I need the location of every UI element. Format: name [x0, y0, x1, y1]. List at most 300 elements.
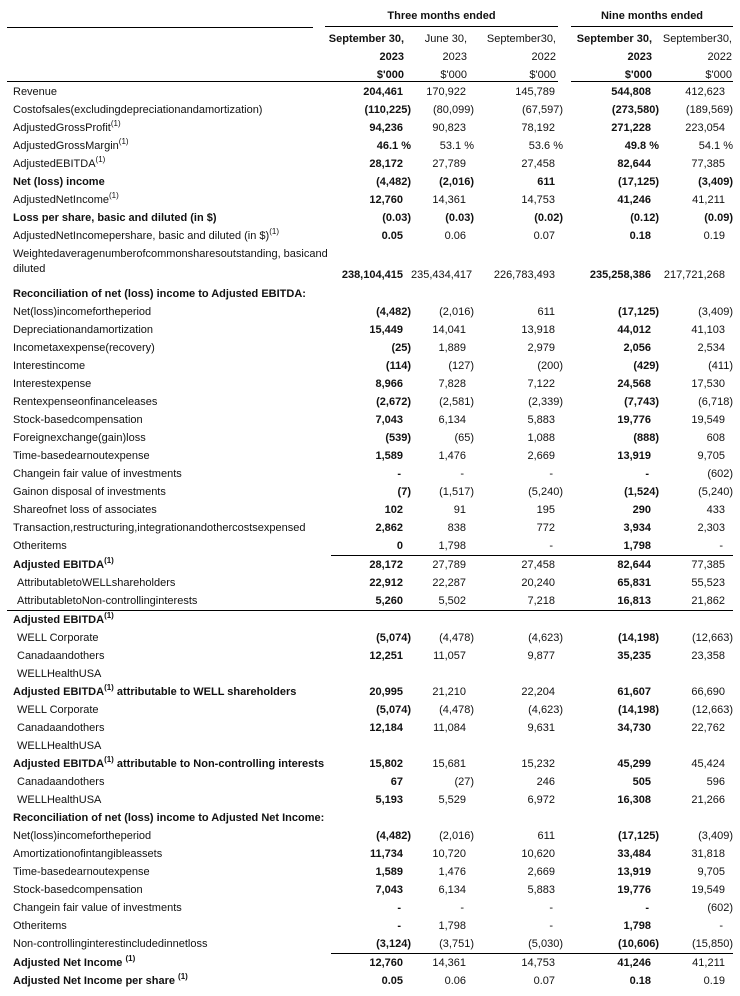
cell-value: 17,530 [691, 378, 725, 390]
cell-value: 0.05 [381, 975, 403, 987]
row-label-text: Otheritems [13, 920, 67, 932]
row-label [7, 863, 331, 881]
row-label [7, 972, 331, 990]
row-label [7, 429, 331, 447]
cell-value: 608 [706, 432, 725, 444]
cell-value [411, 665, 474, 683]
cell-value: 21,862 [659, 592, 733, 611]
cell-value: 611 [537, 830, 555, 842]
table-row [7, 737, 733, 755]
cell-value: 235,434,417 [411, 269, 473, 281]
cell-value: 223,054 [685, 122, 725, 134]
footnote-marker: (1) [95, 155, 106, 164]
cell-value [331, 611, 411, 630]
cell-value: 15,232 [521, 758, 555, 770]
cell-value: (4,623) [528, 632, 563, 644]
row-label-text: Shareofnet loss of associates [13, 504, 157, 516]
cell-value: 1,798 [623, 920, 651, 932]
row-label [7, 245, 331, 285]
column-header-q2-2023 [425, 30, 467, 84]
cell-value: - [460, 468, 464, 480]
column-header-line: $'000 [624, 69, 652, 81]
row-label-text: Foreignexchange(gain)loss [13, 432, 146, 444]
cell-value: - [645, 468, 649, 480]
cell-value: 23,358 [691, 650, 725, 662]
cell-value [659, 611, 733, 630]
table-row [7, 155, 733, 173]
row-label [7, 393, 331, 411]
row-label-text: Time-basedearnoutexpense [13, 866, 150, 878]
cell-value: (4,482) [376, 306, 411, 318]
cell-value: 3,934 [623, 522, 651, 534]
cell-value: 78,192 [521, 122, 555, 134]
cell-value [474, 665, 563, 683]
cell-value [563, 665, 659, 683]
cell-value: 19,776 [617, 884, 651, 896]
cell-value: (65) [454, 432, 474, 444]
row-label [7, 954, 331, 973]
cell-value: 45,424 [691, 758, 725, 770]
footnote-marker: (1) [269, 227, 279, 236]
row-label-text: Interestincome [13, 360, 86, 372]
cell-value: - [397, 468, 401, 480]
cell-value: (0.03) [382, 212, 411, 224]
table-row [7, 83, 733, 101]
cell-value: 12,760 [331, 954, 411, 973]
cell-value [411, 809, 474, 827]
column-header-line: $'000 [705, 69, 732, 81]
cell-value: 19,549 [691, 884, 725, 896]
table-row [7, 447, 733, 465]
row-label-text: WELLHealthUSA [17, 668, 102, 680]
cell-value: (6,718) [698, 396, 733, 408]
column-header-line: $'000 [529, 69, 556, 81]
row-label [7, 501, 331, 519]
cell-value: 1,589 [375, 866, 403, 878]
cell-value: 235,258,386 [589, 269, 651, 281]
cell-value: 5,883 [527, 414, 555, 426]
row-label-text: Canadaandothers [17, 722, 105, 734]
row-label [7, 629, 331, 647]
row-label-text: Interestexpense [13, 378, 92, 390]
cell-value: 55,523 [691, 577, 725, 589]
row-label [7, 321, 331, 339]
row-label [7, 137, 331, 155]
cell-value: 0.07 [533, 230, 555, 242]
table-row [7, 501, 733, 519]
table-row [7, 209, 733, 227]
table-row [7, 321, 733, 339]
table-row [7, 592, 733, 611]
cell-value: 13,919 [617, 450, 651, 462]
cell-value: 195 [536, 504, 555, 516]
cell-value: 9,705 [697, 450, 725, 462]
cell-value: 0.05 [381, 230, 403, 242]
footnote-marker: (1) [104, 611, 114, 620]
cell-value: 7,043 [375, 884, 403, 896]
cell-value [474, 285, 563, 303]
cell-value: 102 [384, 504, 403, 516]
cell-value: 12,184 [369, 722, 403, 734]
cell-value: 27,458 [521, 158, 555, 170]
cell-value: (2,016) [439, 306, 474, 318]
cell-value: 61,607 [617, 686, 651, 698]
cell-value: (4,623) [528, 704, 563, 716]
cell-value: - [645, 902, 649, 914]
cell-value: 6,134 [438, 884, 466, 896]
cell-value: 16,813 [563, 592, 659, 611]
cell-value: 90,823 [432, 122, 466, 134]
cell-value: (2,672) [376, 396, 411, 408]
cell-value: 27,789 [432, 158, 466, 170]
row-label-text: Changein fair value of investments [13, 902, 182, 914]
table-row [7, 465, 733, 483]
row-label-text: Stock-basedcompensation [13, 414, 143, 426]
row-label-text: AttributabletoNon-controllinginterests [17, 595, 198, 607]
cell-value: (3,409) [698, 176, 733, 188]
column-header-line: $'000 [440, 69, 467, 81]
cell-value: (10,606) [618, 938, 659, 950]
cell-value: 611 [537, 176, 555, 188]
cell-value: 10,720 [432, 848, 466, 860]
cell-value: (0.12) [630, 212, 659, 224]
cell-value: 433 [706, 504, 725, 516]
cell-value: 24,568 [617, 378, 651, 390]
cell-value: - [719, 540, 723, 552]
row-label-suffix: attributable to WELL shareholders [113, 686, 297, 698]
row-label [7, 191, 331, 209]
row-label-text: WELL Corporate [17, 632, 99, 644]
row-label-text: AdjustedNetIncomepershare, basic and diluted (in $) [13, 230, 270, 242]
cell-value: 246 [536, 776, 555, 788]
cell-value: 9,631 [527, 722, 555, 734]
row-label-text: AttributabletoWELLshareholders [17, 577, 176, 589]
table-row [7, 303, 733, 321]
cell-value: (14,198) [618, 704, 659, 716]
cell-value: 5,193 [375, 794, 403, 806]
row-label [7, 101, 331, 119]
cell-value: - [397, 920, 401, 932]
cell-value: - [397, 902, 401, 914]
cell-value: 22,762 [691, 722, 725, 734]
row-label [7, 755, 331, 773]
column-header-ytd-2022 [663, 30, 732, 84]
row-label [7, 285, 331, 303]
cell-value: (2,016) [439, 830, 474, 842]
footnote-marker: (1) [109, 191, 119, 200]
column-header-q3-2023 [329, 30, 404, 84]
row-label-text: Revenue [13, 86, 58, 98]
cell-value: 22,204 [521, 686, 555, 698]
row-label-text: Adjusted EBITDA [13, 686, 105, 698]
cell-value: (27) [454, 776, 474, 788]
row-label-text: Non-controllinginterestincludedinnetloss [13, 938, 208, 951]
table-row [7, 357, 733, 375]
cell-value: 53.6 % [528, 140, 563, 152]
column-header-q3-2022 [487, 30, 556, 84]
row-label-text: Amortizationofintangibleassets [13, 848, 163, 860]
cell-value: 15,802 [369, 758, 403, 770]
cell-value: (3,409) [698, 306, 733, 318]
cell-value: 0.19 [703, 230, 725, 242]
table-row [7, 137, 733, 155]
cell-value: (189,569) [685, 104, 733, 116]
row-label-text: AdjustedEBITDA [13, 158, 96, 170]
cell-value: 2,056 [623, 342, 651, 354]
cell-value: (80,099) [433, 104, 474, 116]
cell-value: 54.1 % [698, 140, 733, 152]
cell-value: 7,828 [438, 378, 466, 390]
row-label [7, 881, 331, 899]
cell-value: 412,623 [685, 86, 725, 98]
column-header-line: September 30, [328, 33, 404, 45]
cell-value: (17,125) [618, 830, 659, 842]
cell-value: 77,385 [691, 158, 725, 170]
cell-value: 0.06 [444, 975, 466, 987]
cell-value: 7,122 [527, 378, 555, 390]
cell-value: 1,798 [438, 920, 466, 932]
cell-value [563, 611, 659, 630]
cell-value: 2,303 [697, 522, 725, 534]
cell-value: 1,589 [375, 450, 403, 462]
row-label-text: Net (loss) income [13, 176, 105, 188]
table-row [7, 537, 733, 556]
column-header-line: June 30, [424, 33, 467, 45]
cell-value: (7,743) [624, 396, 659, 408]
cell-value: (0.02) [534, 212, 563, 224]
cell-value: - [460, 902, 464, 914]
cell-value: - [549, 540, 553, 552]
cell-value: (5,240) [698, 486, 733, 498]
row-label [7, 773, 331, 791]
row-label [7, 827, 331, 845]
row-label [7, 592, 331, 611]
cell-value: 2,534 [697, 342, 725, 354]
column-header-line: September30, [662, 33, 732, 45]
cell-value: 6,134 [438, 414, 466, 426]
row-label-text: Canadaandothers [17, 776, 105, 788]
cell-value: (12,663) [692, 704, 733, 716]
row-label [7, 899, 331, 917]
cell-value: 31,818 [691, 848, 725, 860]
cell-value: - [719, 920, 723, 932]
cell-value: 33,484 [617, 848, 651, 860]
row-label [7, 701, 331, 719]
header-rule [7, 27, 313, 28]
row-label-text: Rentexpenseonfinanceleases [13, 396, 158, 408]
cell-value: 11,734 [369, 848, 403, 860]
table-row [7, 755, 733, 773]
row-label [7, 303, 331, 321]
row-label [7, 719, 331, 737]
row-label [7, 483, 331, 501]
row-label [7, 791, 331, 809]
cell-value: 0.06 [444, 230, 466, 242]
row-label [7, 83, 331, 101]
cell-value: 9,877 [527, 650, 555, 662]
cell-value: 0.07 [533, 975, 555, 987]
cell-value: 19,776 [617, 414, 651, 426]
cell-value: (5,074) [376, 704, 411, 716]
cell-value: 1,476 [438, 450, 466, 462]
row-label-text: Net(loss)incomefortheperiod [13, 830, 152, 842]
cell-value: (114) [385, 360, 411, 372]
cell-value: 505 [632, 776, 651, 788]
table-row [7, 519, 733, 537]
cell-value: 5,529 [438, 794, 466, 806]
cell-value: 1,798 [623, 540, 651, 552]
table-row [7, 827, 733, 845]
table-row [7, 683, 733, 701]
cell-value: 2,669 [527, 866, 555, 878]
financial-table-body [7, 83, 733, 990]
cell-value: (200) [537, 360, 563, 372]
table-row [7, 245, 733, 285]
table-row [7, 647, 733, 665]
cell-value: 7,218 [474, 592, 563, 611]
cell-value: 6,972 [527, 794, 555, 806]
column-header-line: September30, [486, 33, 556, 45]
cell-value: 28,172 [369, 158, 403, 170]
table-row [7, 773, 733, 791]
cell-value: (25) [391, 342, 411, 354]
row-label-text: Stock-basedcompensation [13, 884, 143, 896]
cell-value: 772 [536, 522, 555, 534]
cell-value: (5,030) [528, 938, 563, 950]
footnote-marker: (1) [125, 953, 136, 963]
table-row [7, 556, 733, 575]
row-label-text: Weightedaveragenumberofcommonsharesoutstanding, basicand diluted [13, 248, 328, 275]
row-label-text: Gainon disposal of investments [13, 486, 166, 498]
row-label [7, 155, 331, 173]
row-label-text: AdjustedGrossProfit [13, 122, 111, 134]
cell-value: 2,669 [527, 450, 555, 462]
table-row [7, 863, 733, 881]
cell-value: 13,918 [521, 324, 555, 336]
row-label [7, 917, 331, 935]
cell-value: 271,228 [611, 122, 651, 134]
table-row [7, 899, 733, 917]
cell-value [563, 737, 659, 755]
row-label [7, 209, 331, 227]
cell-value: 21,210 [432, 686, 466, 698]
cell-value: 290 [632, 504, 651, 516]
cell-value: (17,125) [618, 306, 659, 318]
cell-value [474, 737, 563, 755]
cell-value: 27,789 [411, 556, 474, 575]
cell-value: 1,476 [438, 866, 466, 878]
row-label [7, 935, 331, 954]
column-header-line: $'000 [376, 69, 404, 81]
cell-value [563, 809, 659, 827]
cell-value: 34,730 [617, 722, 651, 734]
row-label-text: Changein fair value of investments [13, 468, 182, 480]
cell-value: - [549, 902, 553, 914]
cell-value: 46.1 % [376, 140, 411, 152]
cell-value: 27,458 [474, 556, 563, 575]
cell-value: 49.8 % [624, 140, 659, 152]
cell-value: 28,172 [331, 556, 411, 575]
cell-value: 15,681 [432, 758, 466, 770]
cell-value [331, 737, 411, 755]
row-label-text: Reconciliation of net (loss) income to Adjusted Net Income: [13, 812, 325, 824]
row-label [7, 465, 331, 483]
cell-value: 41,103 [691, 324, 725, 336]
row-label [7, 737, 331, 755]
cell-value: 7,043 [375, 414, 403, 426]
cell-value: 10,620 [521, 848, 555, 860]
cell-value: 44,012 [617, 324, 651, 336]
cell-value: (2,581) [439, 396, 474, 408]
footnote-marker: (1) [104, 555, 114, 565]
row-label-text: Net(loss)incomefortheperiod [13, 306, 152, 318]
table-row [7, 701, 733, 719]
cell-value: (4,478) [439, 632, 474, 644]
cell-value: 238,104,415 [341, 269, 403, 281]
row-label [7, 574, 331, 592]
table-row [7, 881, 733, 899]
cell-value: 53.1 % [439, 140, 474, 152]
cell-value: (4,482) [376, 176, 411, 188]
cell-value: 1,798 [438, 540, 466, 552]
table-row [7, 719, 733, 737]
cell-value: 41,211 [659, 954, 733, 973]
row-label-text: Adjusted EBITDA [13, 614, 105, 626]
cell-value: 226,783,493 [493, 269, 555, 281]
cell-value: 5,502 [411, 592, 474, 611]
row-label-text: Adjusted EBITDA [13, 758, 105, 770]
cell-value [659, 665, 733, 683]
row-label-suffix: attributable to Non-controlling interests [113, 758, 325, 770]
header-bottom-rule [571, 81, 733, 82]
cell-value: (110,225) [364, 104, 411, 116]
footnote-marker: (1) [118, 137, 129, 146]
row-label-text: Depreciationandamortization [13, 324, 154, 336]
table-row [7, 954, 733, 973]
column-header-line: September 30, [576, 33, 652, 45]
cell-value: (7) [397, 486, 411, 498]
footnote-marker: (1) [104, 683, 114, 692]
cell-value: 2,862 [375, 522, 403, 534]
column-header-line: 2023 [379, 51, 404, 63]
cell-value [331, 809, 411, 827]
row-label-text: WELLHealthUSA [17, 794, 102, 806]
cell-value: (2,016) [439, 176, 474, 188]
table-row [7, 173, 733, 191]
cell-value: 41,246 [563, 954, 659, 973]
cell-value: (4,478) [439, 704, 474, 716]
cell-value: 45,299 [617, 758, 651, 770]
cell-value [563, 285, 659, 303]
row-label [7, 809, 331, 827]
cell-value: 14,753 [521, 194, 555, 206]
row-label-text: Adjusted Net Income per share [13, 975, 179, 987]
cell-value: 94,236 [369, 122, 403, 134]
cell-value [474, 611, 563, 630]
table-row [7, 935, 733, 954]
cell-value [659, 285, 733, 303]
cell-value [474, 809, 563, 827]
row-label-text: Loss per share, basic and diluted (in $) [13, 212, 217, 224]
cell-value: 217,721,268 [663, 269, 725, 281]
footnote-marker: (1) [104, 755, 114, 764]
cell-value: 9,705 [697, 866, 725, 878]
cell-value: 14,753 [474, 954, 563, 973]
row-label-text: Adjusted Net Income [13, 956, 126, 969]
cell-value: 13,919 [617, 866, 651, 878]
cell-value [659, 809, 733, 827]
cell-value: 77,385 [659, 556, 733, 575]
